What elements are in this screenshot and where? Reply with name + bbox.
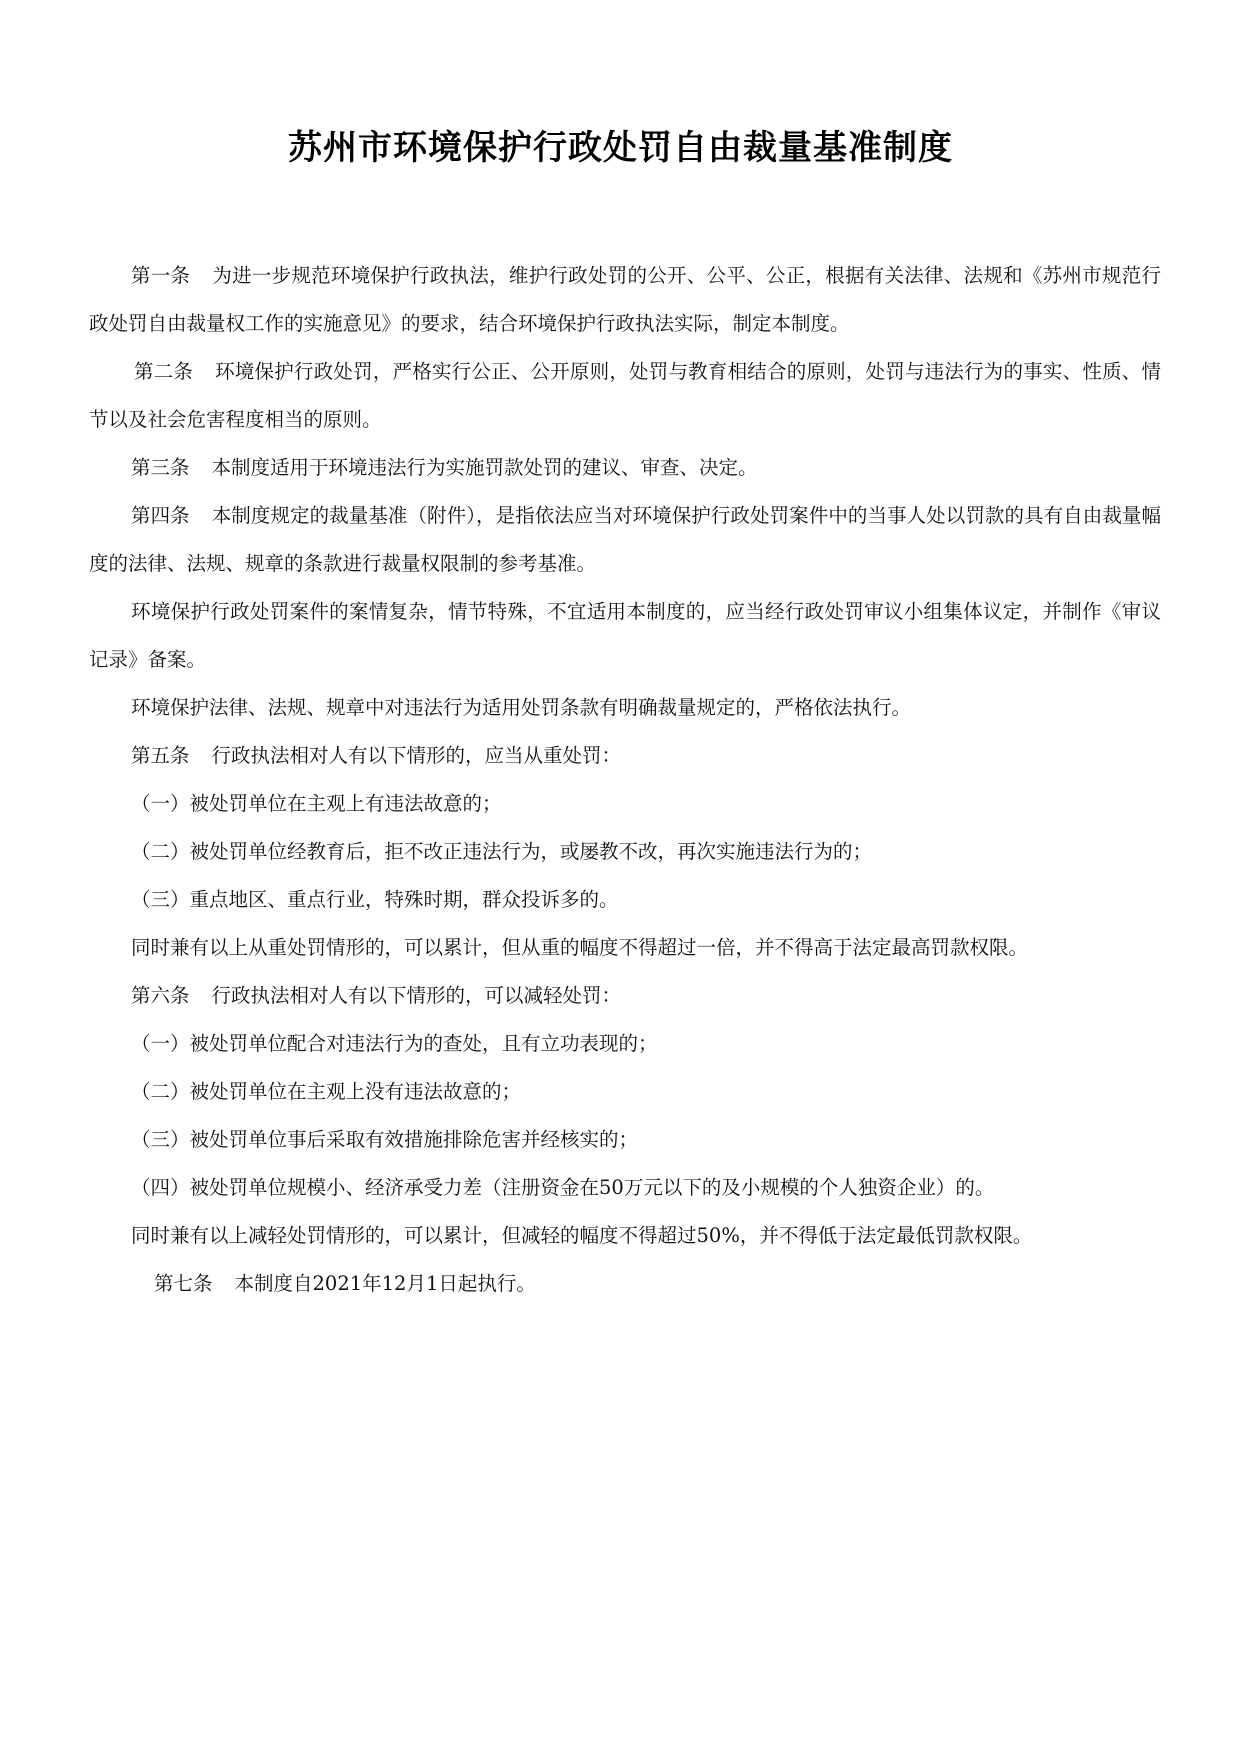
article-label: 第一条 — [131, 264, 191, 287]
article-2 — [89, 348, 1161, 444]
article-text: 为进一步规范环境保护行政执法，维护行政处罚的公开、公平、公正，根据有关法律、法规和《苏州市规范行政处罚自由裁量权工作的实施意见》的要求，结合环境保护行政执法实际，制定本制度。 — [89, 264, 1161, 335]
article-4 — [89, 492, 1161, 588]
article-text: 本制度自2021年12月1日起执行。 — [234, 1272, 536, 1295]
article-label: 第三条 — [131, 456, 190, 479]
article-text: 本制度适用于环境违法行为实施罚款处罚的建议、审查、决定。 — [211, 456, 758, 479]
article-6 — [89, 972, 1161, 1020]
list-item: （四）被处罚单位规模小、经济承受力差（注册资金在50万元以下的及小规模的个人独资企业）的。 — [131, 1176, 995, 1199]
document-title: 苏州市环境保护行政处罚自由裁量基准制度 — [288, 128, 953, 168]
article-7 — [89, 1260, 1161, 1308]
list-item: （一）被处罚单位配合对违法行为的查处，且有立功表现的； — [131, 1032, 658, 1055]
article-label: 第二条 — [134, 360, 194, 383]
paragraph: 同时兼有以上减轻处罚情形的，可以累计，但减轻的幅度不得超过50%，并不得低于法定最低罚款权限。 — [131, 1224, 1033, 1247]
paragraph: 环境保护行政处罚案件的案情复杂，情节特殊，不宜适用本制度的，应当经行政处罚审议小组集体议定，并制作《审议记录》备案。 — [89, 600, 1161, 671]
paragraph: 同时兼有以上从重处罚情形的，可以累计，但从重的幅度不得超过一倍，并不得高于法定最高罚款权限。 — [131, 936, 1029, 959]
article-text: 行政执法相对人有以下情形的，可以减轻处罚： — [211, 984, 622, 1007]
article-3 — [89, 444, 1161, 492]
list-item: （三）重点地区、重点行业，特殊时期，群众投诉多的。 — [131, 888, 619, 911]
article-label: 第四条 — [131, 504, 190, 527]
article-label: 第六条 — [131, 984, 190, 1007]
article-5 — [89, 732, 1161, 780]
article-text: 环境保护行政处罚，严格实行公正、公开原则，处罚与教育相结合的原则，处罚与违法行为的事实、性质、情节以及社会危害程度相当的原则。 — [89, 360, 1161, 431]
paragraph: 环境保护法律、法规、规章中对违法行为适用处罚条款有明确裁量规定的，严格依法执行。 — [131, 696, 912, 719]
list-item: （一）被处罚单位在主观上有违法故意的； — [131, 792, 502, 815]
article-text: 行政执法相对人有以下情形的，应当从重处罚： — [211, 744, 622, 767]
document-body — [89, 252, 1161, 1308]
article-label: 第七条 — [154, 1272, 213, 1295]
article-label: 第五条 — [131, 744, 190, 767]
list-item: （二）被处罚单位经教育后，拒不改正违法行为，或屡教不改，再次实施违法行为的； — [131, 840, 873, 863]
article-text: 本制度规定的裁量基准（附件），是指依法应当对环境保护行政处罚案件中的当事人处以罚款的具有自由裁量幅度的法律、法规、规章的条款进行裁量权限制的参考基准。 — [89, 504, 1161, 575]
list-item: （三）被处罚单位事后采取有效措施排除危害并经核实的； — [131, 1128, 639, 1151]
article-1 — [89, 252, 1161, 348]
list-item: （二）被处罚单位在主观上没有违法故意的； — [131, 1080, 522, 1103]
